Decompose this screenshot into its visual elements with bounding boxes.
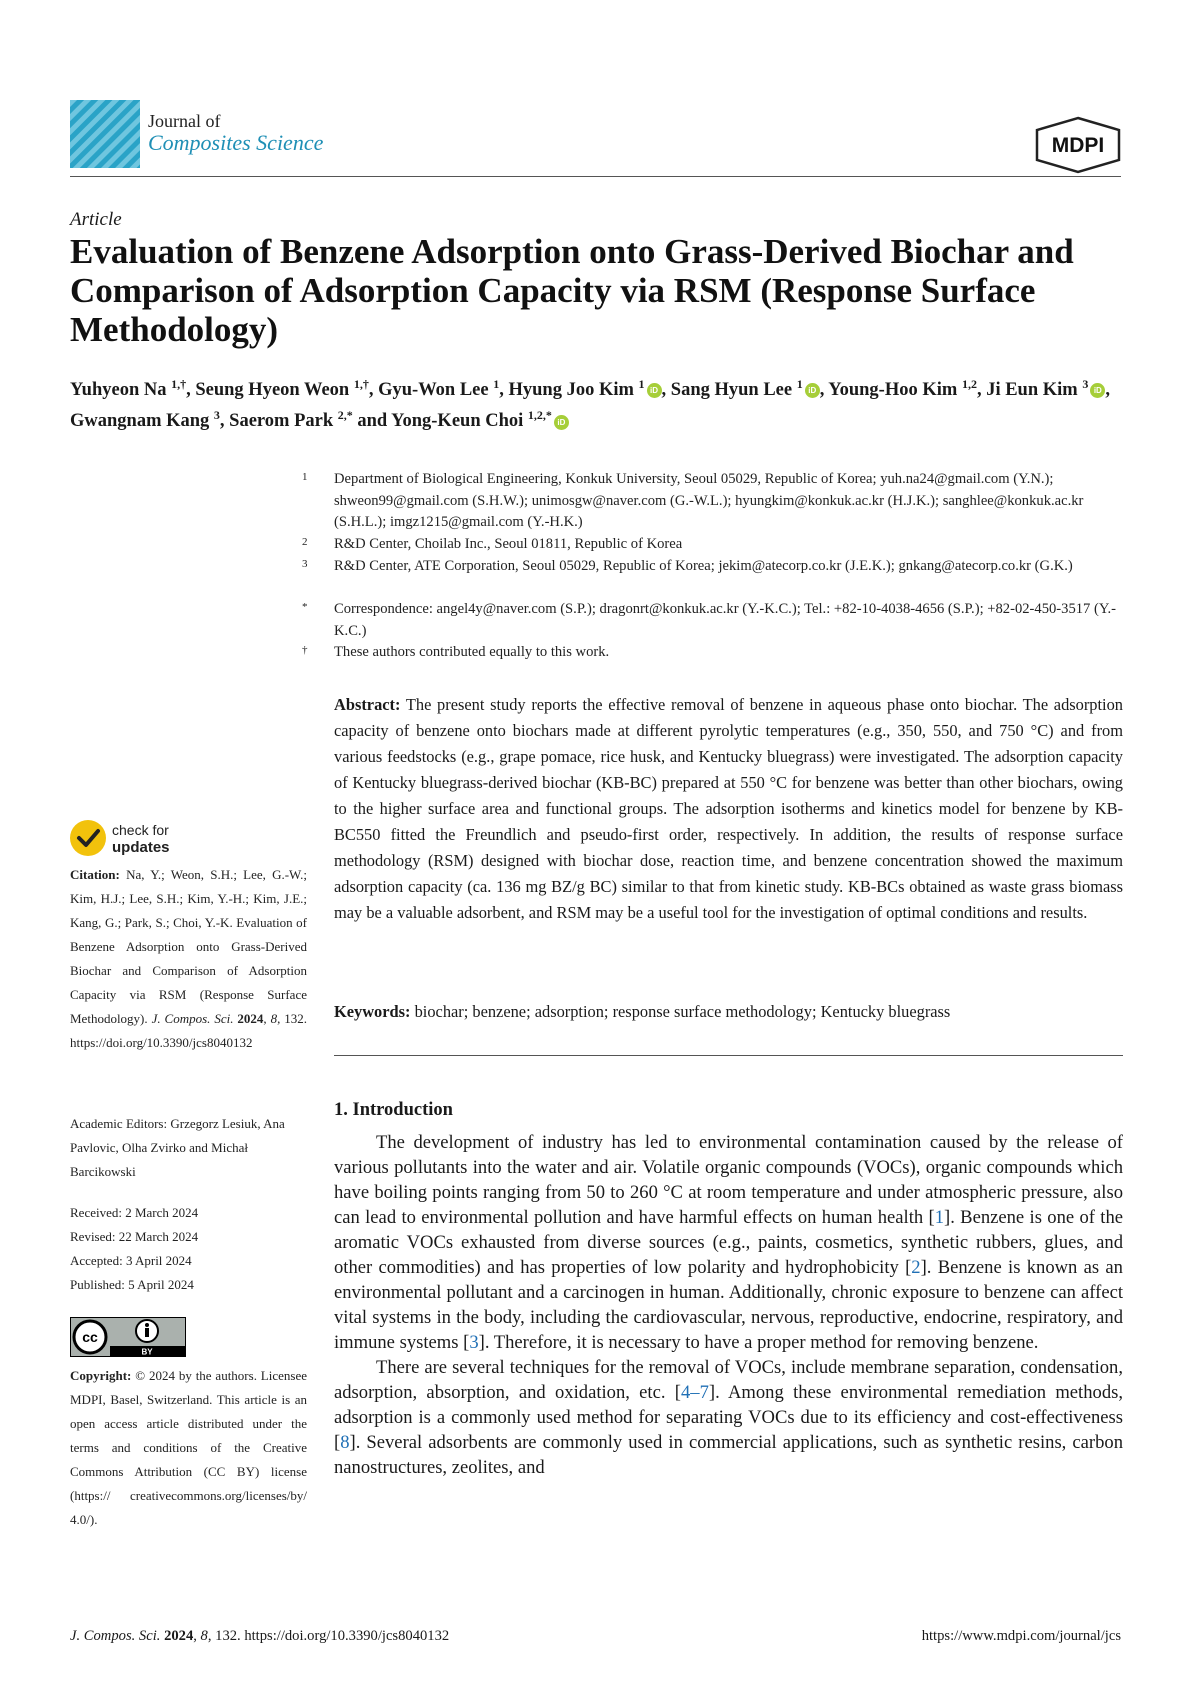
paragraph — [334, 1355, 1123, 1480]
citation-text: Na, Y.; Weon, S.H.; Lee, G.-W.; Kim, H.J.; Lee, S.H.; Kim, Y.-H.; Kim, J.E.; Kang, G.; Park, S.; Choi, Y.-K. Evaluation of Benzene Adsorption onto Grass-Derived Biochar and Comparison of Adsorption Capacity via RSM (Response Surface Methodology). — [70, 867, 307, 1026]
affiliation-1 — [302, 469, 1124, 534]
author-name: Hyung Joo Kim — [508, 380, 634, 401]
accepted-date: Accepted: 3 April 2024 — [70, 1253, 192, 1268]
citation-link[interactable]: 1 — [934, 1207, 944, 1228]
affiliation-2 — [302, 534, 1124, 556]
paragraph-text: ]. Benzene is one of the aromatic VOCs exhausted from diverse sources (e.g., paints, cosmetics, synthetic rubbers, glues, and other commodities) and has properties of low polarity and hydrophobicity [ — [334, 1207, 1123, 1278]
publication-dates — [70, 1201, 307, 1297]
author-name: Gwangnam Kang — [70, 411, 210, 432]
affiliation-text: These authors contributed equally to this work. — [334, 644, 610, 660]
mdpi-logo — [1035, 116, 1121, 174]
citation-link[interactable]: 8 — [340, 1432, 350, 1453]
keywords — [334, 999, 1123, 1025]
author-affiliation-marker: 2,* — [337, 408, 353, 423]
paragraph-text: ]. Several adsorbents are commonly used in commercial applications, such as synthetic resins, carbon nanostructures, zeolites, and — [334, 1432, 1123, 1478]
affiliation-marker: 2 — [302, 536, 308, 548]
article-type: Article — [70, 209, 122, 230]
paragraph-text: There are several techniques for the removal of VOCs, include membrane separation, condensation, adsorption, absorption, and oxidation, etc. [ — [334, 1357, 1123, 1403]
affiliation-text: R&D Center, ATE Corporation, Seoul 05029, Republic of Korea; jekim@atecorp.co.kr (J.E.K.); gnkang@atecorp.co.kr (G.K.) — [334, 558, 1073, 574]
revised-date: Revised: 22 March 2024 — [70, 1229, 199, 1244]
header-divider — [70, 176, 1121, 177]
author-affiliation-marker: 1 — [493, 377, 500, 391]
citation-doi[interactable]: , 132. https://doi.org/10.3390/jcs8040132 — [70, 1011, 308, 1050]
author-name: Sang Hyun Lee — [670, 380, 793, 401]
paragraph-text: ]. Among these environmental remediation methods, adsorption is a commonly used method for separating VOCs due to its efficiency and cost-effectiveness [ — [334, 1382, 1123, 1453]
copyright-text: © 2024 by the authors. Licensee MDPI, Basel, Switzerland. This article is an open access article distributed under the terms and conditions of the Creative Commons Attribution (CC BY) license (https:// creativecommons.org/licenses/by/ 4.0/). — [70, 1368, 307, 1527]
abstract-label: Abstract: — [334, 695, 401, 714]
correspondence — [302, 599, 1124, 642]
orcid-icon[interactable]: iD — [554, 415, 569, 430]
copyright-block — [70, 1364, 307, 1532]
keywords-text: biochar; benzene; adsorption; response surface methodology; Kentucky bluegrass — [414, 1002, 951, 1021]
abstract — [334, 692, 1123, 926]
affiliation-3 — [302, 556, 1124, 578]
abstract-text: The present study reports the effective removal of benzene in aqueous phase onto biochar. The adsorption capacity of benzene onto biochars made at different pyrolytic temperatures (e.g., 350, 550, and 750 °C) and from various feedstocks (e.g., grape pomace, rice husk, and Kentucky bluegrass) were investigated. The adsorption capacity of Kentucky bluegrass-derived biochar (KB-BC) prepared at 550 °C for benzene was better than other biochars, owing to the higher surface area and functional groups. The adsorption isotherms and kinetics model for benzene by KB-BC550 fitted the Freundlich and pseudo-first order, respectively. In addition, the results of response surface methodology (RSM) designed with biochar dose, reaction time, and benzene concentration showed the maximum adsorption capacity (ca. 136 mg BZ/g BC) similar to that from kinetic study. KB-BCs obtained as waste grass biomass may be a valuable adsorbent, and RSM may be a useful tool for the investigation of optimal conditions and results. — [334, 695, 1123, 922]
author-name: Yong-Keun Choi — [391, 411, 524, 432]
affiliation-text: Correspondence: angel4y@naver.com (S.P.); dragonrt@konkuk.ac.kr (Y.-K.C.); Tel.: +82-10-4038-4656 (S.P.); +82-02-450-3517 (Y.-K.C.) — [334, 601, 1117, 639]
author-name: Seung Hyeon Weon — [195, 380, 350, 401]
author-list: Yuhyeon Na $^{1,\dagger}$, Seung Hyeon Weon $^{1,\dagger}$, Gyu-Won Lee $^1$, Hyung Joo Kim $^1$ iD , Sang Hyun Lee $^1$ iD , Young-Hoo Kim $^{1,2}$, Ji Eun Kim $^3$ iD , Gwangnam Kang $^3$, Saerom Park $^{2,*}$ and Yong-Keun Choi $^{1,2,*}$ iD — [70, 377, 1110, 432]
citation-link[interactable]: 4–7 — [681, 1382, 709, 1403]
orcid-icon[interactable]: iD — [1090, 383, 1105, 398]
author-affiliation-marker: 1,2 — [961, 377, 977, 391]
author-affiliation-marker: 1,† — [353, 377, 369, 391]
citation-link[interactable]: 3 — [469, 1332, 479, 1353]
affiliation-marker: * — [302, 601, 308, 613]
orcid-icon[interactable]: iD — [647, 383, 662, 398]
citation-block: Citation: Na, Y.; Weon, S.H.; Lee, G.-W.; Kim, H.J.; Lee, S.H.; Kim, Y.-H.; Kim, J.E.; Kang, G.; Park, S.; Choi, Y.-K. Evaluation of Benzene Adsorption onto Grass-Derived Biochar and Comparison of Adsorption Capacity via RSM (Response Surface Methodology). J. Compos. Sci. 2024, 8, 132. https://doi.org/10.3390/jcs8040132 — [70, 867, 308, 1050]
author-affiliation-marker: 1,2,* — [527, 408, 552, 423]
equal-contribution-note — [302, 642, 1124, 664]
published-date: Published: 5 April 2024 — [70, 1277, 194, 1292]
section-heading: 1. Introduction — [334, 1100, 453, 1120]
affiliation-text: Department of Biological Engineering, Konkuk University, Seoul 05029, Republic of Korea; yuh.na24@gmail.com (Y.N.); shweon99@gmail.com (S.H.W.); unimosgw@naver.com (G.-W.L.); hyungkim@konkuk.ac.kr (H.J.K.); sanghlee@konkuk.ac.kr (S.H.L.); imgz1215@gmail.com (Y.-H.K.) — [334, 471, 1084, 530]
cc-by-label: BY — [141, 1347, 153, 1357]
copyright-label: Copyright: — [70, 1368, 132, 1383]
paragraph-text: ]. Benzene is known as an environmental pollutant and a carcinogen in human. Additionally, chronic exposure to benzene can affect vital systems in the body, including the cardiovascular, nervous, reproductive, endocrine, respiratory, and immune systems [ — [334, 1257, 1123, 1353]
author-name: Gyu-Won Lee — [378, 380, 489, 401]
affiliation-text: R&D Center, Choilab Inc., Seoul 01811, Republic of Korea — [334, 536, 683, 552]
affiliation-marker: 1 — [302, 471, 308, 483]
citation-link[interactable]: 2 — [911, 1257, 921, 1278]
journal-name-line1: Journal of — [148, 111, 221, 131]
introduction-body — [334, 1130, 1123, 1480]
paper-title: Evaluation of Benzene Adsorption onto Grass-Derived Biochar and Comparison of Adsorption Capacity via RSM (Response Surface Methodology) — [70, 232, 1074, 349]
affiliation-marker: 3 — [302, 558, 308, 570]
check-updates-icon — [70, 820, 106, 856]
journal-name-line2: Composites Science — [148, 130, 324, 155]
footer-volume: 8 — [200, 1628, 208, 1644]
author-joiner: and — [357, 411, 388, 432]
orcid-icon[interactable]: iD — [805, 383, 820, 398]
footer-journal-url[interactable]: https://www.mdpi.com/journal/jcs — [921, 1628, 1121, 1644]
paragraph-text: The development of industry has led to environmental contamination caused by the release of various pollutants into the water and air. Volatile organic compounds (VOCs), organic compounds which have boiling points ranging from 50 to 260 °C at room temperature and under atmospheric pressure, also can lead to environmental pollution and have harmful effects on human health [ — [334, 1132, 1123, 1228]
received-date: Received: 2 March 2024 — [70, 1205, 199, 1220]
citation-label: Citation: — [70, 867, 120, 882]
paragraph — [334, 1130, 1123, 1355]
author-affiliation-marker: 1 — [796, 377, 803, 391]
citation-year: 2024 — [237, 1011, 264, 1026]
journal-logo — [70, 100, 140, 168]
check-updates-line2: updates — [112, 839, 170, 856]
citation-volume: 8 — [270, 1011, 278, 1026]
keywords-label: Keywords: — [334, 1002, 411, 1021]
cc-label: cc — [82, 1329, 98, 1345]
academic-editors: Academic Editors: Grzegorz Lesiuk, Ana Pavlovic, Olha Zvirko and Michał Barcikowski — [70, 1116, 285, 1179]
footer-year: 2024 — [164, 1628, 194, 1644]
author-name: Yuhyeon Na — [70, 380, 167, 401]
affiliation-marker: † — [302, 644, 308, 656]
paragraph-text: ]. Therefore, it is necessary to have a proper method for removing benzene. — [478, 1332, 1039, 1353]
journal-name — [148, 110, 323, 154]
citation-journal: J. Compos. Sci. — [151, 1011, 234, 1026]
section-divider — [334, 1055, 1123, 1056]
footer-doi-link[interactable]: , 132. https://doi.org/10.3390/jcs8040132 — [207, 1628, 450, 1644]
author-name: Young-Hoo Kim — [828, 380, 958, 401]
check-for-updates-badge[interactable] — [70, 820, 270, 860]
cc-by-license-icon[interactable] — [70, 1317, 186, 1357]
mdpi-logo-text: MDPI — [1051, 134, 1105, 157]
footer-journal: J. Compos. Sci. — [70, 1628, 161, 1644]
author-affiliation-marker: 1,† — [171, 377, 187, 391]
author-affiliation-marker: 3 — [1082, 377, 1089, 391]
author-affiliation-marker: 3 — [213, 408, 220, 423]
footer-citation: J. Compos. Sci. 2024, 8, 132. https://doi.org/10.3390/jcs8040132 — [70, 1628, 450, 1644]
author-name: Saerom Park — [229, 411, 334, 432]
author-name: Ji Eun Kim — [986, 380, 1078, 401]
author-affiliation-marker: 1 — [638, 377, 645, 391]
check-updates-line1: check for — [112, 822, 169, 838]
